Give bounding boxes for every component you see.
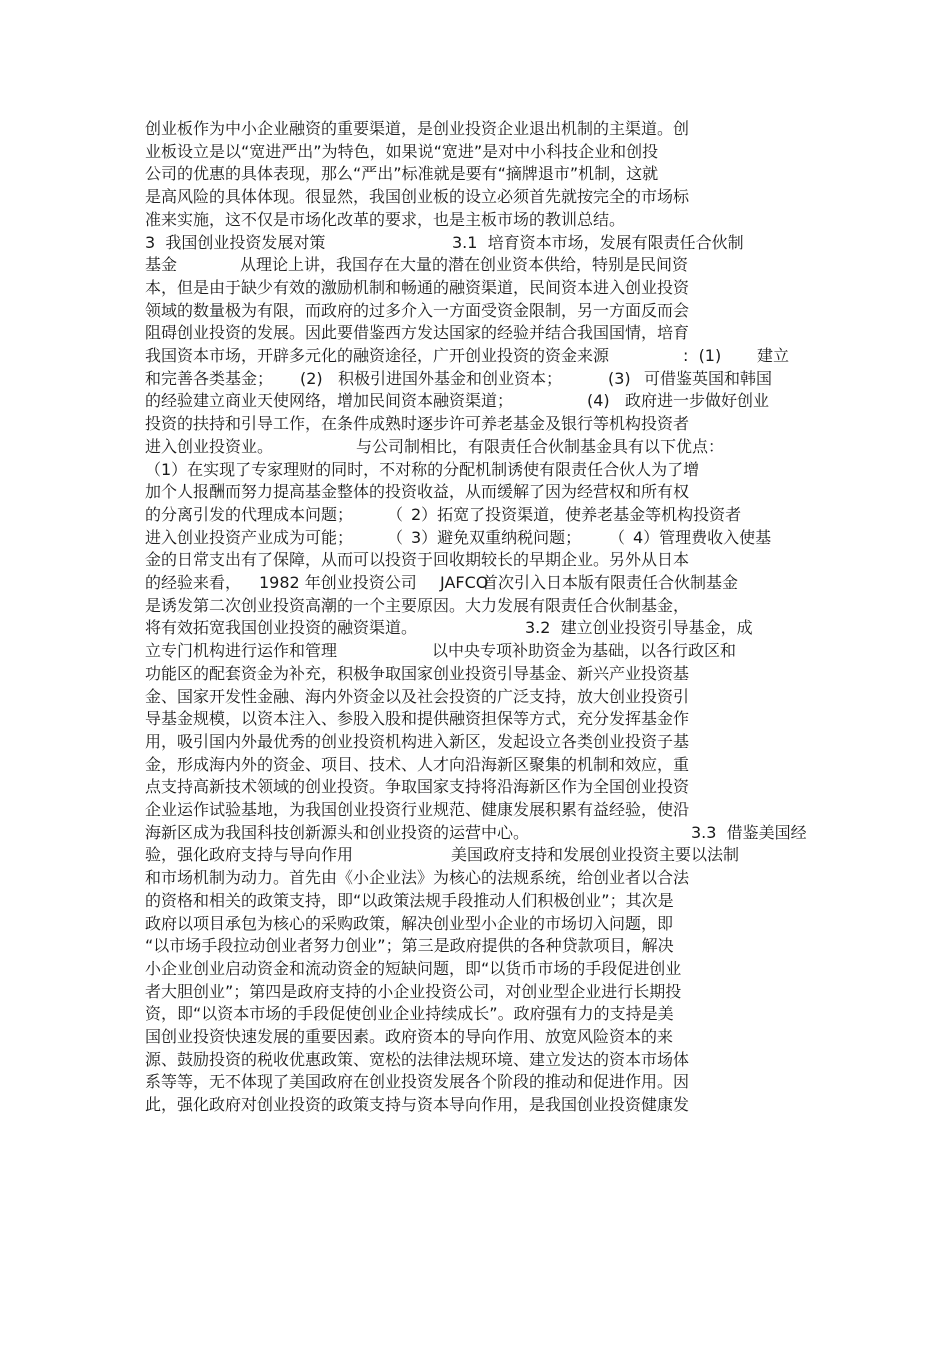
text-segment: 点支持高新技术领域的创业投资。争取国家支持将沿海新区作为全国创业投资 <box>145 777 690 797</box>
text-segment: JAFCO <box>440 573 489 592</box>
text-segment: 准来实施，这不仅是市场化改革的要求，也是主板市场的教训总结。 <box>145 209 626 229</box>
text-line <box>0 822 950 844</box>
text-segment: 3.1 培育资本市场，发展有限责任合伙制 <box>452 232 744 252</box>
text-segment: 3 我国创业投资发展对策 <box>145 232 326 252</box>
text-segment: 积极引进国外基金和创业资本； <box>338 368 563 388</box>
text-segment: 的经验来看， <box>145 573 242 592</box>
text-segment: 金，形成海内外的资金、项目、技术、人才向沿海新区聚集的机制和效应，重 <box>145 754 690 774</box>
text-segment: 资，即“以资本市场的手段促使创业企业持续成长”。政府强有力的支持是美 <box>145 1004 674 1024</box>
text-segment: 3.3 借鉴美国经 <box>691 822 807 842</box>
text-line <box>0 1003 950 1025</box>
text-segment: （1）在实现了专家理财的同时，不对称的分配机制诱使有限责任合伙人为了增 <box>145 459 700 479</box>
text-line <box>0 640 950 662</box>
text-line <box>0 345 950 367</box>
text-segment: 4）管理费收入使基 <box>633 527 772 547</box>
text-segment: : (1) <box>683 346 722 365</box>
text-line <box>0 572 950 594</box>
text-line <box>0 935 950 957</box>
text-line <box>0 481 950 503</box>
text-segment: （ <box>609 527 626 547</box>
text-segment: 本，但是由于缺少有效的激励机制和畅通的融资渠道，民间资本进入创业投资 <box>145 277 690 297</box>
text-segment: 政府以项目承包为核心的采购政策，解决创业型小企业的市场切入问题，即 <box>145 913 674 933</box>
text-line <box>0 731 950 753</box>
text-segment: (4) <box>587 391 610 411</box>
text-segment: 是诱发第二次创业投资高潮的一个主要原因。大力发展有限责任合伙制基金， <box>145 595 690 615</box>
text-segment: 小企业创业启动资金和流动资金的短缺问题，即“以货币市场的手段促进创业 <box>145 958 682 978</box>
text-segment: 公司的优惠的具体表现，那么“严出”标准就是要有“摘牌退市”机制，这就 <box>145 164 659 184</box>
text-segment: 系等等，无不体现了美国政府在创业投资发展各个阶段的推动和促进作用。因 <box>145 1072 690 1092</box>
text-segment: 美国政府支持和发展创业投资主要以法制 <box>451 845 740 865</box>
text-segment: 导基金规模，以资本注入、参股入股和提供融资担保等方式，充分发挥基金作 <box>145 709 690 729</box>
text-segment: 用，吸引国内外最优秀的创业投资机构进入新区，发起设立各类创业投资子基 <box>145 731 690 751</box>
text-line <box>0 459 950 481</box>
text-segment: 政府进一步做好创业 <box>625 391 770 411</box>
text-segment: （ <box>387 527 404 547</box>
text-segment: 金的日常支出有了保障，从而可以投资于回收期较长的早期企业。另外从日本 <box>145 550 690 570</box>
text-line <box>0 322 950 344</box>
text-segment: 国创业投资快速发展的重要因素。政府资本的导向作用、放宽风险资本的来 <box>145 1027 674 1046</box>
text-segment: 是高风险的具体体现。很显然，我国创业板的设立必须首先就按完全的市场标 <box>145 187 690 207</box>
text-segment: 海新区成为我国科技创新源头和创业投资的运营中心。 <box>145 822 530 842</box>
text-segment: 从理论上讲，我国存在大量的潜在创业资本供给，特别是民间资 <box>240 255 689 275</box>
text-line <box>0 867 950 889</box>
text-segment: 以中央专项补助资金为基础，以各行政区和 <box>432 641 737 661</box>
text-line <box>0 595 950 617</box>
text-line <box>0 163 950 185</box>
text-line <box>0 754 950 776</box>
text-segment: 和市场机制为动力。首先由《小企业法》为核心的法规系统，给创业者以合法 <box>145 868 690 888</box>
text-line <box>0 277 950 299</box>
text-line <box>0 617 950 639</box>
text-segment: 创业板作为中小企业融资的重要渠道，是创业投资企业退出机制的主渠道。创 <box>145 119 690 138</box>
text-line <box>0 436 950 458</box>
text-segment: 投资的扶持和引导工作，在条件成熟时逐步许可养老基金及银行等机构投资者 <box>145 414 690 434</box>
text-segment: 者大胆创业”；第四是政府支持的小企业投资公司，对创业型企业进行长期投 <box>145 981 682 1001</box>
text-line <box>0 708 950 730</box>
text-line <box>0 209 950 231</box>
text-line <box>0 118 950 140</box>
text-line <box>0 141 950 163</box>
text-segment: 1982 年创业投资公司 <box>259 573 417 592</box>
text-line <box>0 913 950 935</box>
text-segment: 我国资本市场，开辟多元化的融资途径，广开创业投资的资金来源 <box>145 346 610 365</box>
text-line <box>0 527 950 549</box>
text-segment: 验，强化政府支持与导向作用 <box>145 845 354 865</box>
text-line <box>0 1026 950 1048</box>
text-line <box>0 254 950 276</box>
text-segment: 建立 <box>757 346 790 365</box>
text-line <box>0 686 950 708</box>
text-line <box>0 890 950 912</box>
text-segment: (2) <box>300 368 323 388</box>
text-line <box>0 799 950 821</box>
text-segment: 阻碍创业投资的发展。因此要借鉴西方发达国家的经验并结合我国国情，培育 <box>145 323 690 343</box>
text-segment: 加个人报酬而努力提高基金整体的投资收益，从而缓解了因为经营权和所有权 <box>145 482 690 502</box>
text-line <box>0 1049 950 1071</box>
text-segment: 功能区的配套资金为补充，积极争取国家创业投资引导基金、新兴产业投资基 <box>145 663 690 683</box>
text-segment: 基金 <box>145 255 178 275</box>
text-segment: 3.2 建立创业投资引导基金，成 <box>525 618 753 638</box>
text-line <box>0 300 950 322</box>
text-segment: “以市场手段拉动创业者努力创业”；第三是政府提供的各种贷款项目，解决 <box>145 936 674 956</box>
text-line <box>0 368 950 390</box>
text-segment: 可借鉴英国和韩国 <box>644 368 773 388</box>
text-segment: （ <box>387 504 404 524</box>
text-line <box>0 1071 950 1093</box>
text-segment: 业板设立是以“宽进严出”为特色，如果说“宽进”是对中小科技企业和创投 <box>145 141 659 161</box>
text-line <box>0 663 950 685</box>
text-segment: 与公司制相比，有限责任合伙制基金具有以下优点： <box>356 436 725 456</box>
text-line <box>0 549 950 571</box>
text-segment: 和完善各类基金； <box>145 368 274 388</box>
text-line <box>0 981 950 1003</box>
text-segment: 领域的数量极为有限，而政府的过多介入一方面受资金限制，另一方面反而会 <box>145 300 690 320</box>
text-segment: 3）避免双重纳税问题； <box>411 527 582 547</box>
text-line <box>0 844 950 866</box>
text-segment: 进入创业投资产业成为可能； <box>145 527 354 547</box>
text-line <box>0 1094 950 1116</box>
text-line <box>0 504 950 526</box>
text-segment: 源、鼓励投资的税收优惠政策、宽松的法律法规环境、建立发达的资本市场体 <box>145 1049 690 1069</box>
text-line <box>0 776 950 798</box>
text-segment: 立专门机构进行运作和管理 <box>145 641 338 661</box>
text-line <box>0 232 950 254</box>
text-segment: 企业运作试验基地，为我国创业投资行业规范、健康发展积累有益经验，使沿 <box>145 800 690 819</box>
text-segment: 的资格和相关的政策支持，即“以政策法规手段推动人们积极创业”；其次是 <box>145 890 674 910</box>
text-segment: 进入创业投资业。 <box>145 436 274 456</box>
text-line <box>0 413 950 435</box>
text-line <box>0 186 950 208</box>
text-segment: 将有效拓宽我国创业投资的融资渠道。 <box>145 618 418 638</box>
text-segment: 2）拓宽了投资渠道，使养老基金等机构投资者 <box>411 504 742 524</box>
text-segment: 首次引入日本版有限责任合伙制基金 <box>482 573 739 592</box>
text-segment: 的经验建立商业天使网络，增加民间资本融资渠道； <box>145 391 514 411</box>
text-segment: 的分离引发的代理成本问题； <box>145 504 354 524</box>
text-segment: 此，强化政府对创业投资的政策支持与资本导向作用，是我国创业投资健康发 <box>145 1095 690 1115</box>
text-line <box>0 390 950 412</box>
text-line <box>0 958 950 980</box>
text-segment: (3) <box>608 368 631 388</box>
text-segment: 金、国家开发性金融、海内外资金以及社会投资的广泛支持，放大创业投资引 <box>145 686 690 706</box>
